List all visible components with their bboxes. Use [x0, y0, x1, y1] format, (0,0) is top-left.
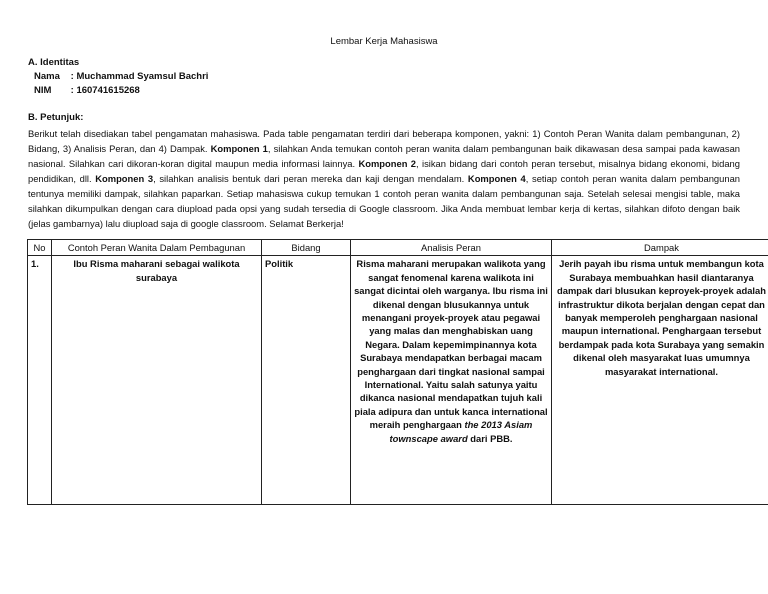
- page-title: Lembar Kerja Mahasiswa: [330, 36, 438, 47]
- cell-dampak: Jerih payah ibu risma untuk membangun kota Surabaya membuahkan hasil diantaranya dampak dari blusukan keproyek-proyek adalah infrastruktur dikota berjalan dengan cepat dan banyak memperoleh penghargaan nasional maupun international. Penghargaan tersebut berdampak pada kota Surabaya yang semakin dikenal oleh masyarakat luas umumnya masyarakat international.: [552, 256, 768, 505]
- cell-analisis: [351, 256, 552, 505]
- analisis-text: Risma maharani merupakan walikota yang sangat fenomenal karena walikota ini sangat dicintai oleh warganya. Ibu risma ini dikenal dengan blusukannya untuk menangani proyek-proyek atau pegawai yang malas dan menghabiskan uang Negara. Dalam kepemimpinannya kota Surabaya mendapatkan berbagai macam penghargaan dari tingkat nasional sampai International. Yaitu salah satunya yaitu dikanca nasional mendapatkan tujuh kali piala adipura dan untuk kanca international meraih penghargaan: [354, 258, 548, 431]
- komponen-4-label: Komponen 4: [467, 173, 526, 184]
- nim-label: NIM: [34, 85, 52, 96]
- name-value: : Muchammad Syamsul Bachri: [70, 71, 209, 82]
- analisis-text-end: dari PBB.: [467, 432, 513, 444]
- header-no: No: [28, 240, 52, 256]
- instr-part-5: , setiap contoh peran wanita dalam pembangunan tentunya memiliki dampak, silahkan paparkan. Setiap mahasiswa cukup temukan 1 contoh peran wanita dalam pembangunan saja. Setelah selesai mengisi table, maka silahkan dikumpulkan dengan cara diupload pada opsi yang sudah tersedia di Google classroom. Jika Anda membuat lembar kerja di kertas, silahkan difoto dengan baik (jelas gambarnya) lalu diupload saja di google classroom. Selamat Berkerja!: [28, 173, 740, 229]
- instr-part-4: , silahkan analisis bentuk dari peran mereka dan kaji dengan mendalam.: [153, 173, 468, 184]
- instr-part-2: , silahkan Anda temukan contoh peran wanita dalam pembangunan baik dikawasan desa sampai pada kawasan nasional. Silahkan cari dikoran-koran digital maupun media informasi lainnya.: [28, 143, 741, 169]
- table-row: [28, 256, 768, 505]
- observation-table: [27, 239, 768, 505]
- header-dampak: Dampak: [552, 240, 768, 256]
- komponen-3-label: Komponen 3: [95, 173, 154, 184]
- cell-contoh: Ibu Risma maharani sebagai walikota surabaya: [52, 256, 262, 505]
- instr-part-1: Berikut telah disediakan tabel pengamatan mahasiswa. Pada table pengamatan terdiri dari beberapa komponen, yakni: 1) Contoh Peran Wanita dalam pembangunan, 2) Bidang, 3) Analisis Peran, dan 4) Dampak.: [28, 128, 740, 154]
- name-row: [34, 71, 208, 82]
- header-analisis: Analisis Peran: [351, 240, 552, 256]
- analisis-award-italic: the 2013 Asiam townscape award: [389, 419, 533, 444]
- header-bidang: Bidang: [262, 240, 351, 256]
- table-header-row: [28, 240, 768, 256]
- header-contoh: Contoh Peran Wanita Dalam Pembagunan: [52, 240, 262, 256]
- nim-row: [34, 85, 140, 96]
- cell-bidang: Politik: [262, 256, 351, 505]
- section-b-heading: B. Petunjuk:: [28, 112, 84, 123]
- nim-value: : 160741615268: [70, 85, 140, 96]
- name-label: Nama: [34, 71, 60, 82]
- komponen-1-label: Komponen 1: [210, 143, 268, 154]
- cell-no: 1.: [28, 256, 52, 505]
- komponen-2-label: Komponen 2: [358, 158, 417, 169]
- instr-part-3: , isikan bidang dari contoh peran tersebut, misalnya bidang ekonomi, bidang pendidikan, dll.: [28, 158, 740, 184]
- instructions-paragraph: [28, 126, 740, 231]
- section-a-heading: A. Identitas: [28, 57, 80, 68]
